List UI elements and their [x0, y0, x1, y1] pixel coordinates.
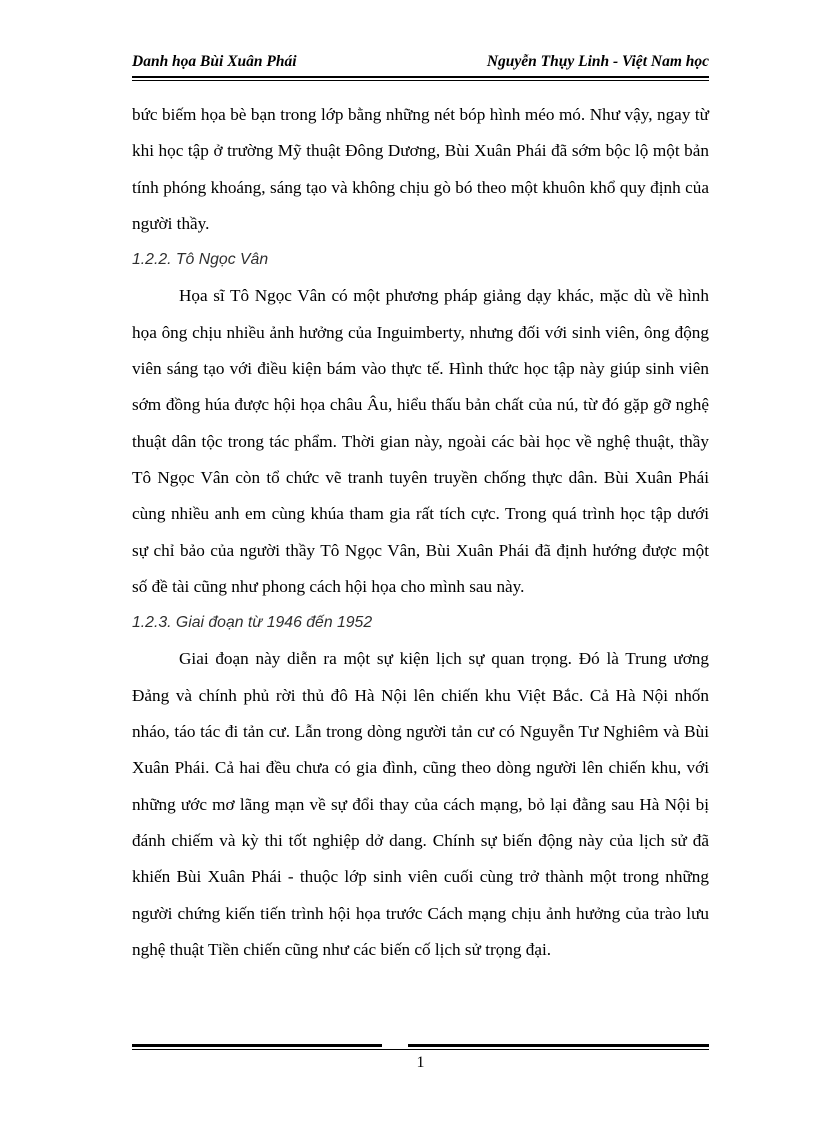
running-header	[132, 50, 709, 76]
paragraph-continued: bức biếm họa bè bạn trong lớp bằng những nét bóp hình méo mó. Như vậy, ngay từ khi học tập ở trường Mỹ thuật Đông Dương, Bùi Xuân Phái đã sớm bộc lộ một bản tính phóng khoáng, sáng tạo và không chịu gò bó theo một khuôn khổ quy định của người thầy.	[132, 105, 709, 233]
section-heading-1946-1952: 1.2.3. Giai đoạn từ 1946 đến 1952	[132, 614, 373, 632]
header-author: Nguyễn Thụy Linh - Việt Nam học	[486, 53, 709, 70]
page-body	[132, 97, 709, 968]
footer-rule-left	[132, 1044, 382, 1047]
header-rule-thin	[132, 80, 709, 81]
footer-rule-right	[408, 1044, 709, 1047]
header-book-title: Danh họa Bùi Xuân Phái	[132, 53, 297, 70]
paragraph-1946-1952: Giai đoạn này diễn ra một sự kiện lịch sự quan trọng. Đó là Trung ương Đảng và chính phủ rời thủ đô Hà Nội lên chiến khu Việt Bắc. Cả Hà Nội nhốn nháo, táo tác đi tản cư. Lẫn trong dòng người tản cư có Nguyễn Tư Nghiêm và Bùi Xuân Phái. Cả hai đều chưa có gia đình, cũng theo dòng người lên chiến khu, với những ước mơ lãng mạn về sự đổi thay của cách mạng, bỏ lại đằng sau Hà Nội bị đánh chiếm và kỳ thi tốt nghiệp dở dang. Chính sự biến động này của lịch sử đã khiến Bùi Xuân Phái - thuộc lớp sinh viên cuối cùng trở thành một trong những người chứng kiến tiến trình hội họa trước Cách mạng chịu ảnh hưởng của trào lưu nghệ thuật Tiền chiến cũng như các biến cố lịch sử trọng đại.	[132, 649, 709, 959]
header-rule-thick	[132, 76, 709, 78]
footer-rule-thin	[132, 1049, 709, 1050]
section-heading-to-ngoc-van: 1.2.2. Tô Ngọc Vân	[132, 251, 269, 269]
page-number: 1	[416, 1054, 425, 1071]
paragraph-to-ngoc-van: Họa sĩ Tô Ngọc Vân có một phương pháp giảng dạy khác, mặc dù về hình họa ông chịu nhiều ảnh hưởng của Inguimberty, nhưng đối với sinh viên, ông động viên sáng tạo với điều kiện bám vào thực tế. Hình thức học tập này giúp sinh viên sớm đồng húa được hội họa châu Âu, hiểu thấu bản chất của nú, từ đó gặp gỡ nghệ thuật dân tộc trong tác phẩm. Thời gian này, ngoài các bài học về nghệ thuật, thầy Tô Ngọc Vân còn tổ chức vẽ tranh tuyên truyền chống thực dân. Bùi Xuân Phái cùng nhiều anh em cùng khúa tham gia rất tích cực. Trong quá trình học tập dưới sự chỉ bảo của người thầy Tô Ngọc Vân, Bùi Xuân Phái đã định hướng được một số đề tài cũng như phong cách hội họa cho mình sau này.	[132, 286, 709, 596]
